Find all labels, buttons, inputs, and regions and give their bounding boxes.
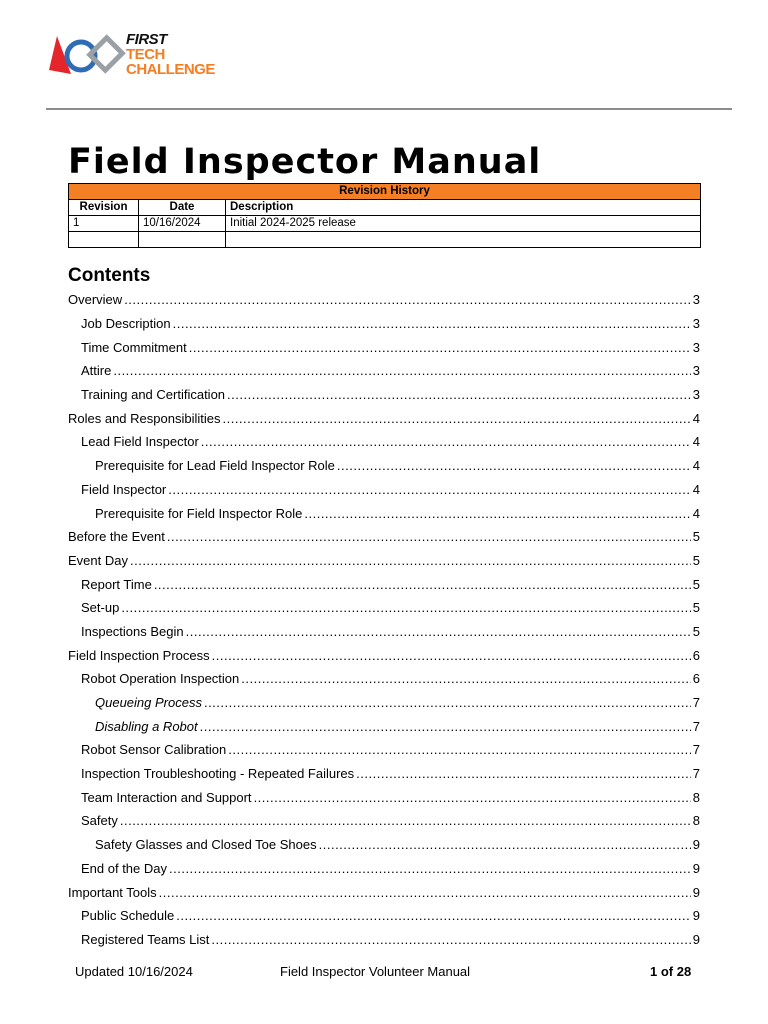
footer-page-number: 1 of 28 bbox=[650, 964, 692, 979]
toc-entry[interactable] bbox=[68, 833, 700, 857]
toc-entry-page: 4 bbox=[692, 410, 700, 426]
toc-dot-leader bbox=[124, 292, 691, 307]
table-row bbox=[69, 232, 701, 248]
toc-entry[interactable] bbox=[68, 738, 700, 762]
footer-updated: Updated 10/16/2024 bbox=[75, 964, 193, 979]
toc-dot-leader bbox=[121, 600, 690, 615]
toc-entry-page: 5 bbox=[692, 552, 700, 568]
toc-entry-page: 3 bbox=[692, 363, 700, 379]
logo-challenge-text: CHALLENGE bbox=[126, 61, 215, 78]
contents-heading: Contents bbox=[68, 265, 151, 286]
toc-dot-leader bbox=[167, 529, 691, 544]
toc-entry-title: Robot Operation Inspection bbox=[81, 671, 240, 687]
toc-entry-title: End of the Day bbox=[81, 860, 167, 876]
logo-tech-text: TECH bbox=[126, 46, 165, 63]
toc-entry-page: 7 bbox=[692, 742, 700, 758]
logo-first-text: FIRST bbox=[126, 31, 167, 48]
toc-entry[interactable] bbox=[68, 406, 700, 430]
toc-dot-leader bbox=[176, 908, 691, 923]
toc-dot-leader bbox=[212, 648, 691, 663]
toc-dot-leader bbox=[241, 671, 690, 686]
toc-entry-page: 9 bbox=[692, 908, 700, 924]
toc-entry[interactable] bbox=[68, 620, 700, 644]
toc-dot-leader bbox=[130, 553, 691, 568]
toc-dot-leader bbox=[356, 766, 691, 781]
toc-entry[interactable] bbox=[68, 762, 700, 786]
revision-history-caption: Revision History bbox=[69, 184, 701, 200]
toc-dot-leader bbox=[211, 932, 690, 947]
toc-entry[interactable] bbox=[68, 857, 700, 881]
toc-dot-leader bbox=[227, 387, 691, 402]
toc-dot-leader bbox=[319, 837, 691, 852]
toc-entry-page: 8 bbox=[692, 813, 700, 829]
toc-entry[interactable] bbox=[68, 549, 700, 573]
toc-entry[interactable] bbox=[68, 928, 700, 952]
toc-dot-leader bbox=[304, 506, 690, 521]
toc-entry-page: 4 bbox=[692, 481, 700, 497]
toc-entry-title: Inspection Troubleshooting - Repeated Failures bbox=[81, 766, 355, 782]
toc-dot-leader bbox=[168, 482, 691, 497]
toc-entry[interactable] bbox=[68, 501, 700, 525]
toc-entry-page: 3 bbox=[692, 292, 700, 308]
toc-dot-leader bbox=[154, 577, 691, 592]
toc-dot-leader bbox=[337, 458, 691, 473]
footer-document-name: Field Inspector Volunteer Manual bbox=[280, 964, 471, 979]
toc-entry-title: Before the Event bbox=[68, 529, 165, 545]
toc-entry[interactable] bbox=[68, 809, 700, 833]
table-of-contents bbox=[68, 288, 700, 951]
revision-cell bbox=[69, 232, 139, 248]
toc-entry[interactable] bbox=[68, 312, 700, 336]
column-header-description: Description bbox=[226, 200, 701, 216]
toc-entry[interactable] bbox=[68, 785, 700, 809]
first-logo-mark-icon bbox=[47, 30, 127, 80]
toc-entry-title: Queueing Process bbox=[95, 695, 202, 711]
description-cell: Initial 2024-2025 release bbox=[226, 216, 701, 232]
toc-dot-leader bbox=[200, 719, 691, 734]
toc-entry[interactable] bbox=[68, 643, 700, 667]
toc-entry-page: 3 bbox=[692, 316, 700, 332]
date-cell: 10/16/2024 bbox=[139, 216, 226, 232]
toc-entry[interactable] bbox=[68, 430, 700, 454]
toc-entry-page: 9 bbox=[692, 837, 700, 853]
toc-entry[interactable] bbox=[68, 383, 700, 407]
toc-entry-page: 7 bbox=[692, 718, 700, 734]
toc-dot-leader bbox=[173, 316, 691, 331]
toc-entry-page: 4 bbox=[692, 458, 700, 474]
toc-entry-title: Safety Glasses and Closed Toe Shoes bbox=[95, 837, 317, 853]
toc-entry-title: Prerequisite for Lead Field Inspector Role bbox=[95, 458, 335, 474]
toc-entry-title: Inspections Begin bbox=[81, 623, 184, 639]
toc-dot-leader bbox=[189, 340, 691, 355]
toc-dot-leader bbox=[186, 624, 691, 639]
toc-entry-title: Job Description bbox=[81, 316, 171, 332]
toc-dot-leader bbox=[228, 742, 691, 757]
toc-entry-title: Registered Teams List bbox=[81, 931, 210, 947]
toc-entry-page: 9 bbox=[692, 931, 700, 947]
first-tech-challenge-logo bbox=[47, 30, 237, 86]
revision-cell: 1 bbox=[69, 216, 139, 232]
toc-dot-leader bbox=[120, 813, 691, 828]
column-header-date: Date bbox=[139, 200, 226, 216]
revision-history-table bbox=[68, 183, 701, 248]
toc-entry[interactable] bbox=[68, 691, 700, 715]
toc-entry-title: Field Inspector bbox=[81, 481, 167, 497]
toc-entry-page: 9 bbox=[692, 884, 700, 900]
toc-entry[interactable] bbox=[68, 572, 700, 596]
toc-entry-title: Set-up bbox=[81, 600, 120, 616]
toc-entry-title: Roles and Responsibilities bbox=[68, 410, 221, 426]
page-title: Field Inspector Manual bbox=[68, 142, 542, 182]
toc-entry-page: 5 bbox=[692, 600, 700, 616]
toc-entry-page: 7 bbox=[692, 766, 700, 782]
toc-entry-title: Field Inspection Process bbox=[68, 647, 210, 663]
column-header-revision: Revision bbox=[69, 200, 139, 216]
toc-entry[interactable] bbox=[68, 288, 700, 312]
toc-entry[interactable] bbox=[68, 335, 700, 359]
toc-entry[interactable] bbox=[68, 525, 700, 549]
toc-entry-title: Public Schedule bbox=[81, 908, 175, 924]
toc-entry-page: 4 bbox=[692, 505, 700, 521]
toc-entry[interactable] bbox=[68, 667, 700, 691]
toc-entry[interactable] bbox=[68, 454, 700, 478]
toc-entry[interactable] bbox=[68, 714, 700, 738]
toc-entry[interactable] bbox=[68, 904, 700, 928]
date-cell bbox=[139, 232, 226, 248]
toc-entry-page: 4 bbox=[692, 434, 700, 450]
header-divider bbox=[46, 108, 732, 110]
toc-entry-title: Lead Field Inspector bbox=[81, 434, 199, 450]
toc-entry[interactable] bbox=[68, 359, 700, 383]
toc-dot-leader bbox=[169, 861, 691, 876]
toc-entry[interactable] bbox=[68, 478, 700, 502]
toc-dot-leader bbox=[201, 434, 691, 449]
toc-entry-page: 5 bbox=[692, 576, 700, 592]
toc-entry-title: Event Day bbox=[68, 552, 128, 568]
toc-entry-title: Disabling a Robot bbox=[95, 718, 198, 734]
toc-dot-leader bbox=[159, 885, 691, 900]
toc-entry-title: Safety bbox=[81, 813, 118, 829]
toc-entry[interactable] bbox=[68, 880, 700, 904]
toc-entry-title: Overview bbox=[68, 292, 123, 308]
toc-entry-page: 6 bbox=[692, 647, 700, 663]
description-cell bbox=[226, 232, 701, 248]
toc-entry-page: 7 bbox=[692, 695, 700, 711]
toc-entry-title: Report Time bbox=[81, 576, 152, 592]
toc-entry-page: 9 bbox=[692, 860, 700, 876]
toc-dot-leader bbox=[204, 695, 691, 710]
toc-entry-page: 3 bbox=[692, 339, 700, 355]
toc-entry-title: Prerequisite for Field Inspector Role bbox=[95, 505, 303, 521]
toc-entry-title: Important Tools bbox=[68, 884, 157, 900]
toc-dot-leader bbox=[113, 363, 690, 378]
toc-entry[interactable] bbox=[68, 596, 700, 620]
toc-entry-page: 8 bbox=[692, 789, 700, 805]
toc-entry-page: 3 bbox=[692, 387, 700, 403]
table-row bbox=[69, 216, 701, 232]
toc-entry-title: Attire bbox=[81, 363, 112, 379]
toc-dot-leader bbox=[254, 790, 691, 805]
toc-entry-title: Team Interaction and Support bbox=[81, 789, 252, 805]
toc-dot-leader bbox=[222, 411, 690, 426]
toc-entry-page: 5 bbox=[692, 623, 700, 639]
toc-entry-page: 5 bbox=[692, 529, 700, 545]
toc-entry-page: 6 bbox=[692, 671, 700, 687]
toc-entry-title: Training and Certification bbox=[81, 387, 226, 403]
toc-entry-title: Time Commitment bbox=[81, 339, 187, 355]
toc-entry-title: Robot Sensor Calibration bbox=[81, 742, 227, 758]
